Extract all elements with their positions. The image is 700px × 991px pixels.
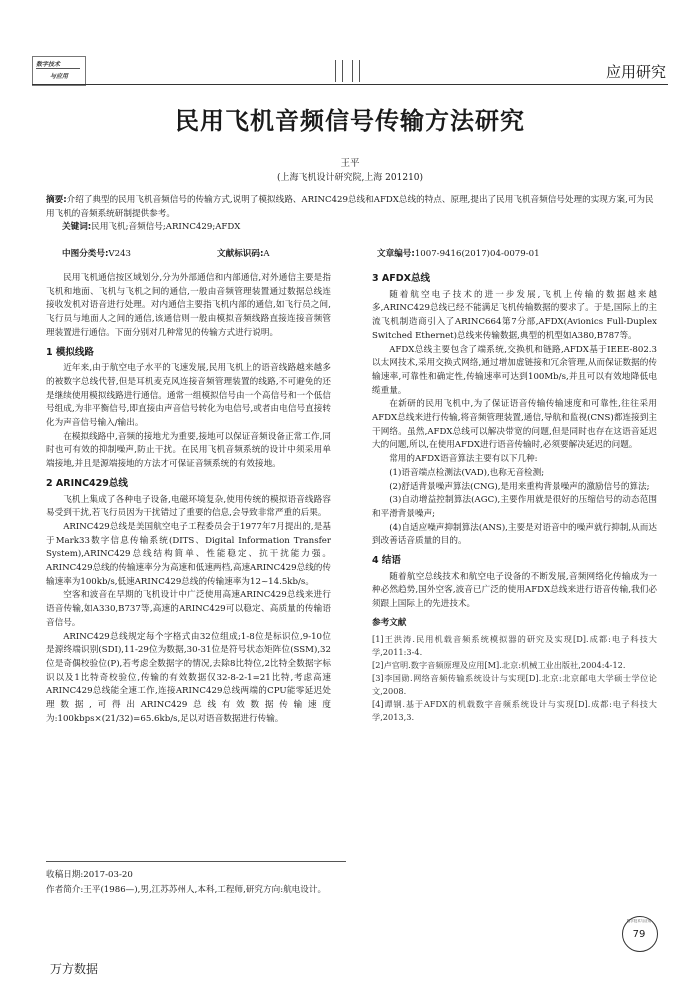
author-affiliation: (上海飞机设计研究院,上海 201210) bbox=[276, 173, 424, 183]
footnote-rule bbox=[46, 861, 346, 862]
database-watermark: 万方数据 bbox=[50, 962, 99, 976]
keywords-text: 民用飞机;音频信号;ARINC429;AFDX bbox=[91, 222, 241, 232]
paragraph: 在新研的民用飞机中,为了保证语音传输传输速度和可靠性,往往采用AFDX总线来进行传输,将音频管理装置,通信,导航和监视(CNS)都连接到主干网络。虽然,AFDX总线可以解决带宽的问题,但是同时也存在这语音延迟大的问题,所以,在使用AFDX进行语音传输时,必须要解决延迟的问题。 bbox=[372, 399, 657, 451]
paragraph: 随着航空总线技术和航空电子设备的不断发展,音频网络化传输成为一种必然趋势,国外空客,波音已广泛的使用AFDX总线来进行语音传输,我们必须跟上国际上的先进技术。 bbox=[372, 571, 657, 610]
paragraph: 常用的AFDX语音算法主要有以下几种: bbox=[389, 454, 538, 465]
paragraph: 在模拟线路中,音频的接地尤为重要,接地可以保证音频设备正常工作,同时也可有效的抑制噪声,防止干扰。在民用飞机音频系统的设计中须采用单端接地,并且是源端接地的方法才可保证音频系统的有效接地。 bbox=[46, 431, 331, 470]
reference-item: [1]王洪涛.民用机载音频系统模拟器的研究及实现[D].成都:电子科技大学,2011:3-4. bbox=[372, 633, 657, 657]
header-decor-bar bbox=[359, 60, 360, 82]
paragraph: 空客和波音在早期的飞机设计中广泛使用高速ARINC429总线来进行语音传输,如A330,B737等,高速的ARINC429可以稳定、高质量的传输语音信号。 bbox=[46, 590, 331, 628]
paragraph: AFDX总线主要包含了端系统,交换机和链路,AFDX基于IEEE-802.3以太网技术,采用交换式网络,通过增加虚链接和冗余管理,从而保证数据的传输速率,可靠性和确定性,传输速率可达到100Mb/s,并且可以有效地降低电缆重量。 bbox=[372, 344, 657, 396]
keywords-label: 关键词: bbox=[62, 222, 92, 232]
list-item: (1)语音端点检测法(VAD),也称无音检测; bbox=[389, 467, 545, 478]
body-column-right bbox=[372, 272, 657, 724]
received-date: 收稿日期:2017-03-20 bbox=[46, 870, 133, 880]
header-decor-bar bbox=[335, 60, 336, 82]
clc-label: 中图分类号: bbox=[62, 249, 109, 259]
clc-value: V243 bbox=[108, 249, 132, 259]
journal-logo-divider bbox=[36, 68, 80, 69]
paper-title: 民用飞机音频信号传输方法研究 bbox=[175, 106, 525, 135]
author-name: 王平 bbox=[340, 158, 360, 169]
author-bio: 作者简介:王平(1986—),男,江苏苏州人,本科,工程师,研究方向:航电设计。 bbox=[46, 885, 327, 895]
intro-paragraph: 民用飞机通信按区域划分,分为外部通信和内部通信,对外通信主要是指飞机和地面、飞机与飞机之间的通信,一般由音频管理装置通过数据总线连接收发机对语音进行处理。对内通信主要指飞机内部的通信,如飞行员之间,飞行员与地面人之间的通信,该通信则一般由模拟音频线路直接连接音频管理装置进行通信。下面分别对几种常见的传输方式进行说明。 bbox=[46, 273, 331, 338]
list-item: (2)舒适背景噪声算法(CNG),是用来重构背景噪声的激励信号的算法; bbox=[389, 481, 650, 492]
paragraph: ARINC429总线是美国航空电子工程委员会于1977年7月提出的,是基于Mark33数字信息传输系统(DITS、Digital Information Transfer System),ARINC429总线结构简单、性能稳定、抗干扰能力强。ARINC429总线的传输速率分为高速和低速两档,高速ARINC429总线的传输速率为100kb/s,低速ARINC429总线的传输速率为12~14.5kb/s。 bbox=[46, 521, 331, 587]
journal-logo-line2: 与应用 bbox=[50, 73, 69, 80]
paragraph: 近年来,由于航空电子水平的飞速发展,民用飞机上的语音线路越来越多的被数字总线代替,但是耳机麦克风连接音频管理装置的线路,不可避免的还是继续使用模拟线路进行通信。通常一组模拟信号由一个高信号和一个低信号组成,为非平衡信号,即直接由声音信号转化为电信号,或者由电信号直接转化为声音信号输入/输出。 bbox=[46, 363, 331, 429]
paragraph: 随着航空电子技术的进一步发展,飞机上传输的数据越来越多,ARINC429总线已经不能满足飞机传输数据的要求了。于是,国际上的主流飞机制造商引入了ARINC664第7分部,AFDX(Avionics Full-Duplex Switched Ethernet)总线来传输数据,典型的机型如A380,B787等。 bbox=[372, 289, 657, 341]
reference-item: [2]卢官明.数字音频原理及应用[M].北京:机械工业出版社,2004:4-12. bbox=[372, 659, 626, 670]
header-rule bbox=[32, 84, 668, 85]
doc-code-label: 文献标识码: bbox=[217, 249, 264, 259]
section-heading: 4 结语 bbox=[372, 555, 401, 567]
article-number-value: 1007-9416(2017)04-0079-01 bbox=[414, 249, 540, 259]
abstract bbox=[46, 194, 656, 221]
paragraph: ARINC429总线规定每个字格式由32位组成;1-8位是标识位,9-10位是源终端识别(SDI),11-29位为数据,30-31位是符号状态矩阵位(SSM),32位是奇偶校验位(P),若考虑全数据字的情况,去除8比特位,2比特全数据字标识以及1比特奇校验位,传输的有效数据仅32-8-2-1=21比特,考虑高速ARINC429总线能全速工作,连接ARINC429总线两端的CPU能零延迟处理数据,可得出ARINC429总线有效数据传输速度为:100kbps×(21/32)=65.6kb/s,足以对语音数据进行传输。 bbox=[46, 631, 331, 724]
header-decor-bar bbox=[342, 60, 343, 82]
list-item: (3)自动增益控制算法(AGC),主要作用就是很好的压缩信号的动态范围和平滑背景噪声; bbox=[372, 495, 657, 519]
section-heading: 3 AFDX总线 bbox=[372, 273, 430, 284]
header-decor-bar bbox=[352, 60, 353, 82]
article-number-label: 文章编号: bbox=[377, 249, 415, 259]
abstract-text: 介绍了典型的民用飞机音频信号的传输方式,说明了模拟线路、ARINC429总线和AFDX总线的特点、原理,提出了民用飞机音频信号处理的实现方案,可为民用飞机的音频系统研制提供参考。 bbox=[46, 195, 654, 219]
section-heading: 2 ARINC429总线 bbox=[46, 477, 128, 489]
list-item: (4)自适应噪声抑制算法(ANS),主要是对语音中的噪声就行抑制,从而达到改善话音质量的目的。 bbox=[372, 522, 657, 547]
references-heading: 参考文献 bbox=[372, 617, 407, 628]
section-label: 应用研究 bbox=[605, 63, 666, 81]
abstract-label: 摘要: bbox=[46, 195, 67, 205]
page-number: 79 bbox=[632, 929, 646, 940]
keywords bbox=[62, 220, 642, 232]
journal-logo-line1: 数字技术 bbox=[36, 61, 61, 68]
reference-item: [3]李国勋.网络音频传输系统设计与实现[D].北京:北京邮电大学硕士学位论文,2008. bbox=[372, 672, 657, 696]
doc-code-value: A bbox=[263, 249, 270, 259]
section-heading: 1 模拟线路 bbox=[46, 346, 94, 358]
paragraph: 飞机上集成了各种电子设备,电磁环境复杂,使用传统的模拟语音线路容易受到干扰,若飞行员因为干扰错过了重要的信息,会导致非常严重的后果。 bbox=[46, 494, 331, 519]
body-column-left bbox=[46, 272, 331, 727]
badge-text: 数字技术与应用 bbox=[626, 919, 652, 923]
reference-item: [4]谭钢.基于AFDX的机载数字音频系统设计与实现[D].成都:电子科技大学,2013,3. bbox=[372, 698, 657, 722]
